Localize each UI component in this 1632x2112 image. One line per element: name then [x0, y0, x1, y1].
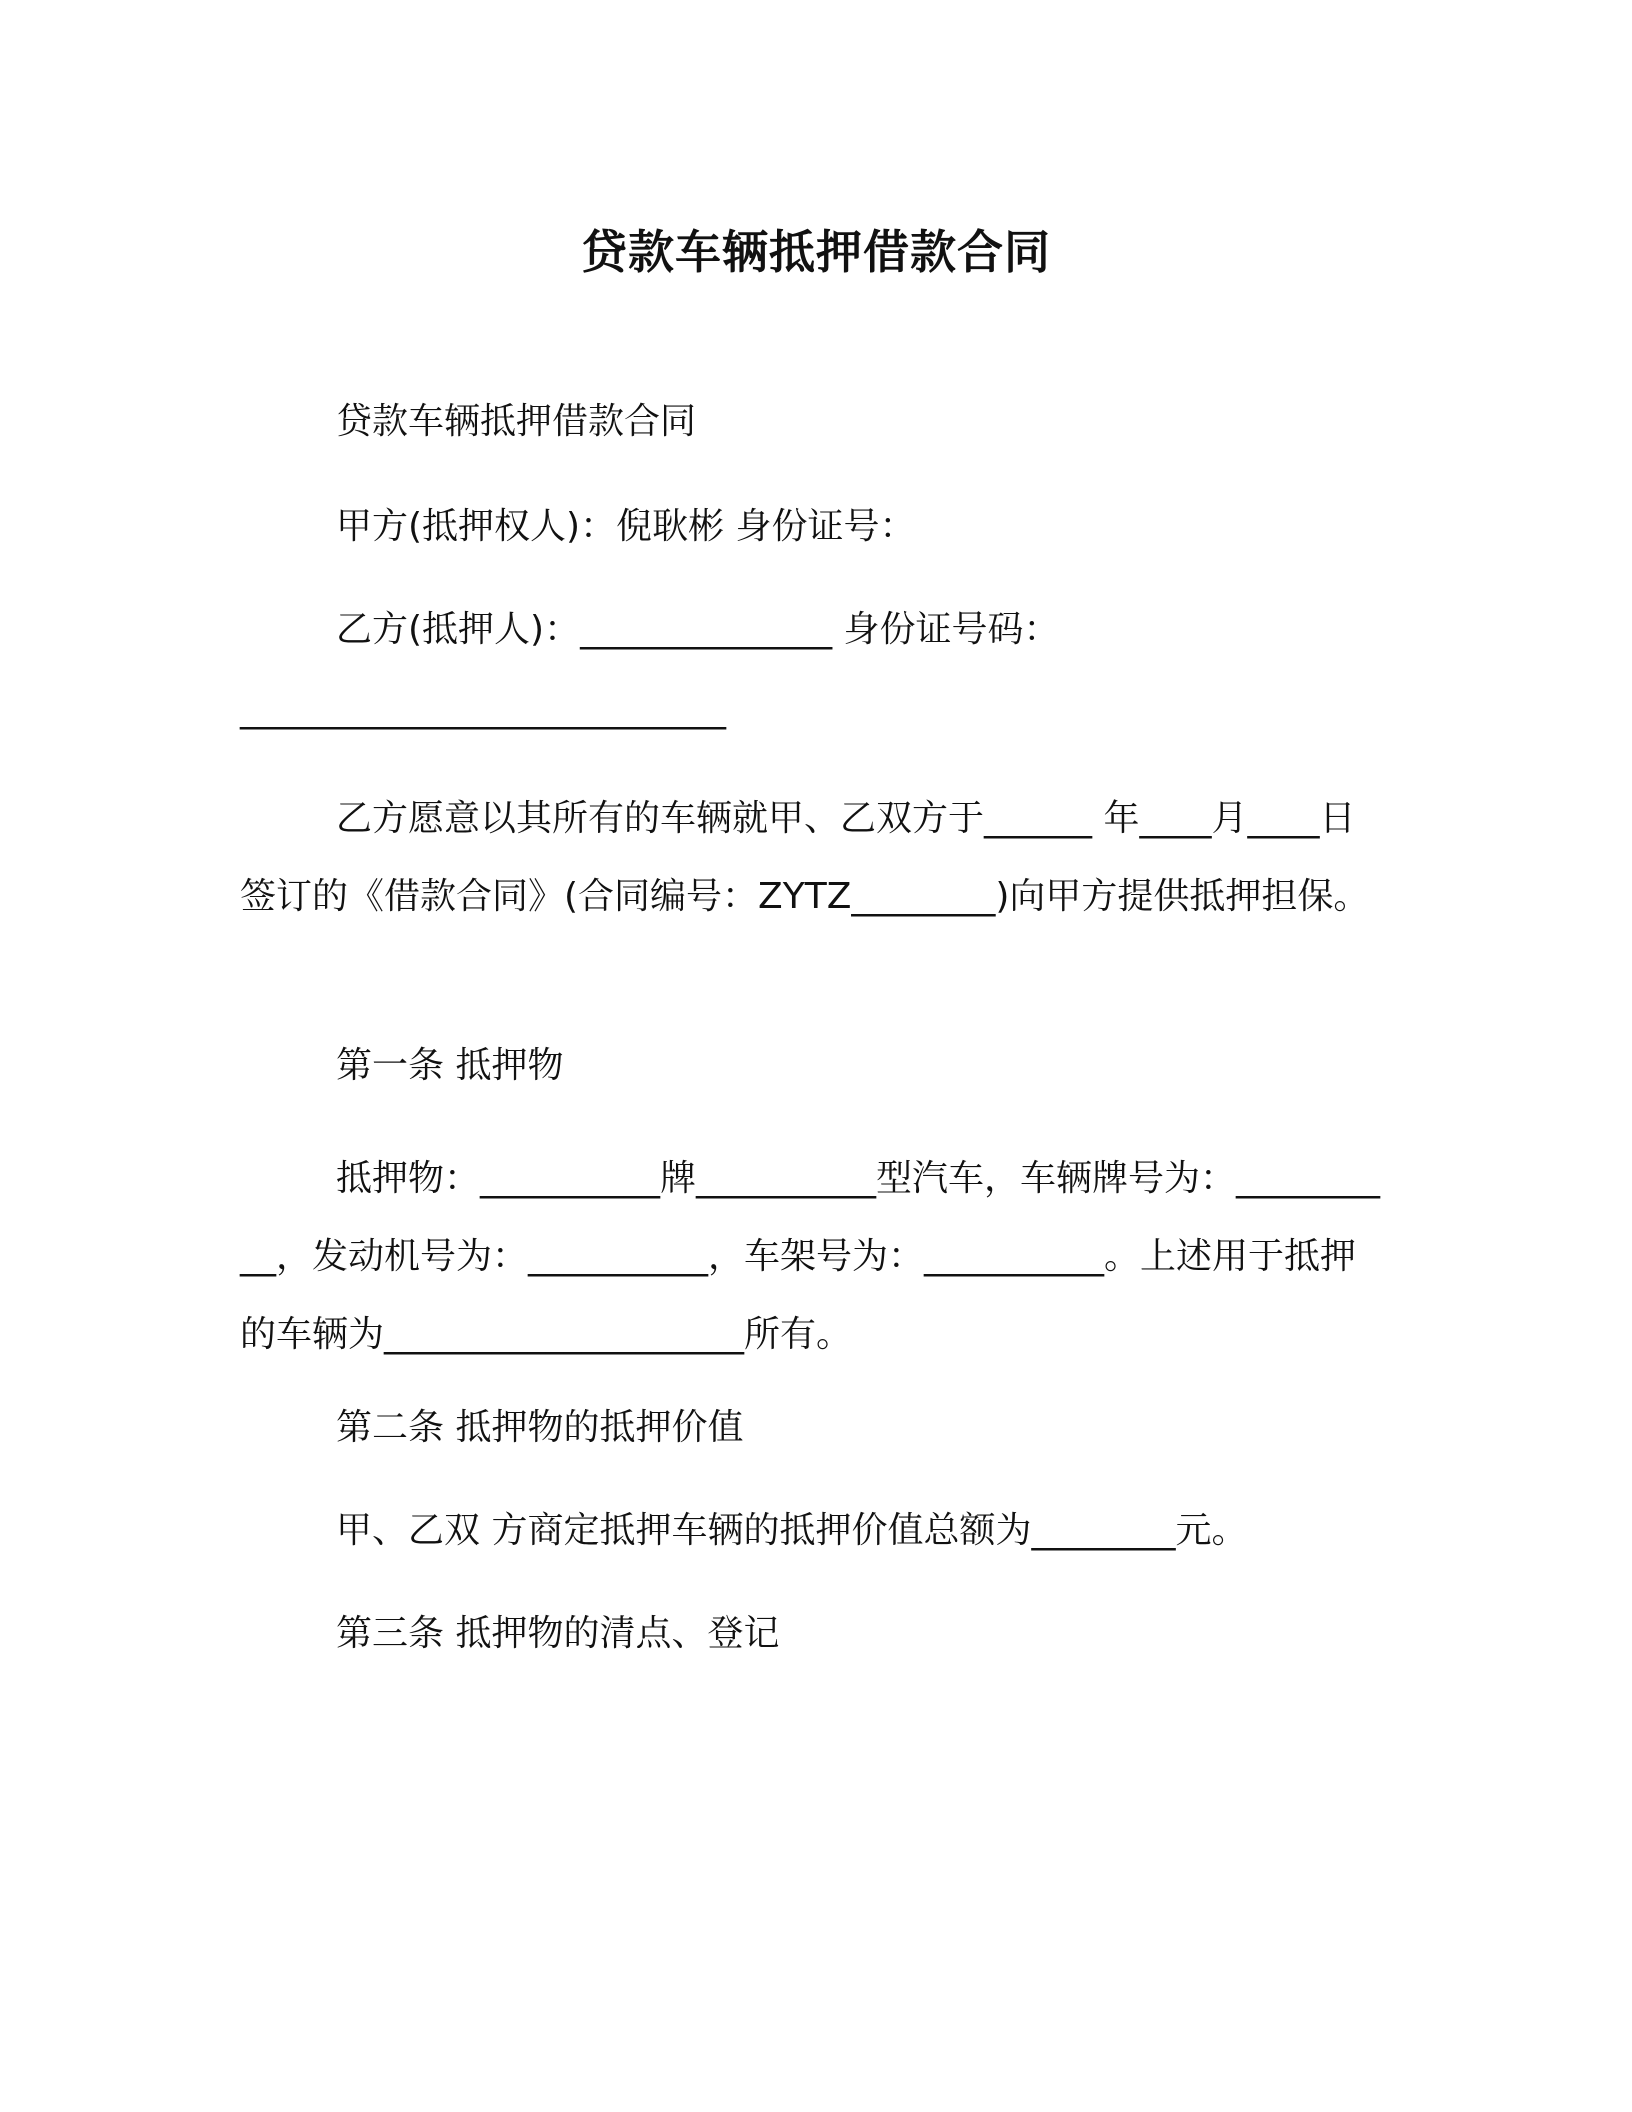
document-title: 贷款车辆抵押借款合同: [581, 225, 1051, 279]
article-1-heading: 第一条 抵押物: [336, 1045, 564, 1086]
article-1-paragraph: 抵押物：__________牌__________型汽车，车辆牌号为：__________，发动机号为：__________，车架号为：__________。上述用于抵押的车辆为____________________所有。: [240, 1158, 1381, 1355]
party-b-line: 乙方(抵押人)：______________ 身份证号码：: [336, 609, 1060, 650]
article-3-heading: 第三条 抵押物的清点、登记: [336, 1613, 780, 1654]
party-b-id-blank: ___________________________: [240, 689, 726, 730]
article-2-heading: 第二条 抵押物的抵押价值: [336, 1407, 744, 1448]
party-a-line: 甲方(抵押权人)：倪耿彬 身份证号：: [336, 506, 916, 547]
article-2-body: 甲、乙双 方商定抵押车辆的抵押价值总额为________元。: [336, 1510, 1248, 1551]
intro-paragraph: 乙方愿意以其所有的车辆就甲、乙双方于______ 年____月____日签订的《借款合同》(合同编号：ZYTZ________)向甲方提供抵押担保。: [240, 798, 1370, 917]
subtitle: 贷款车辆抵押借款合同: [336, 401, 697, 442]
